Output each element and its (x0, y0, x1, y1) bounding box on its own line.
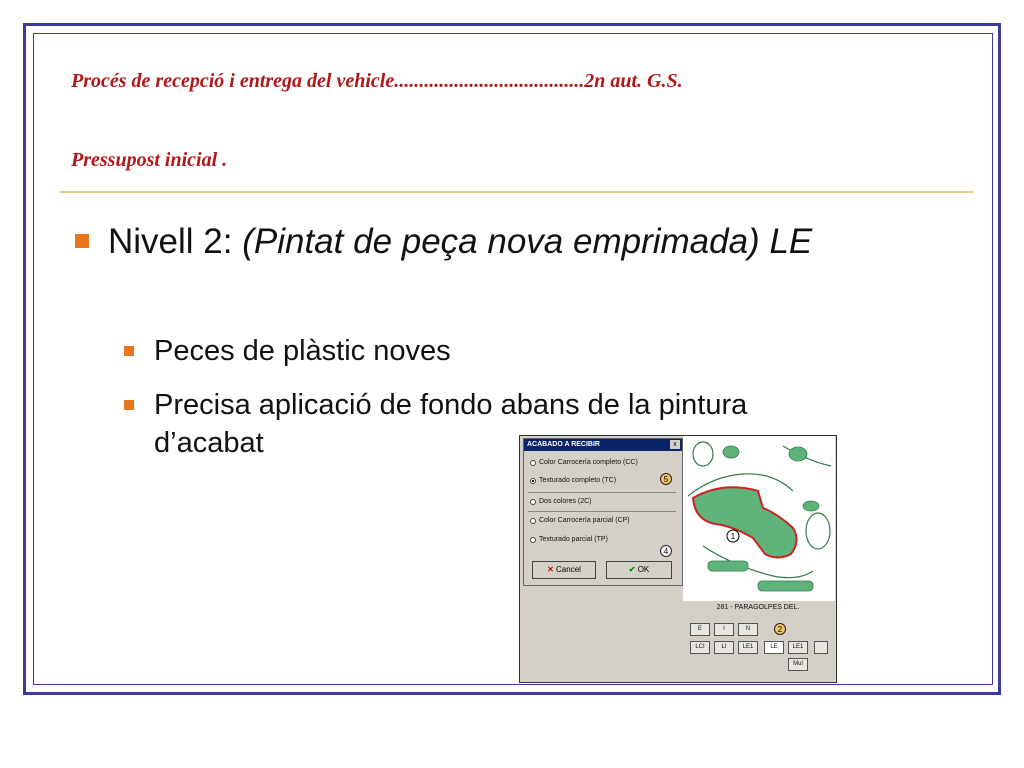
bullet-item-continuation: d’acabat (154, 427, 264, 459)
option-label: Texturado completo (TC) (539, 477, 617, 484)
car-component (789, 447, 807, 461)
callout-number: 4 (660, 545, 672, 557)
level-prefix: Nivell 2: (108, 222, 243, 261)
code-button[interactable]: LCI (690, 641, 710, 654)
bullet-square-icon (75, 234, 89, 248)
check-icon: ✔ (628, 565, 636, 574)
radio-icon (530, 537, 536, 543)
option-radio[interactable] (530, 498, 592, 505)
car-outline (806, 513, 830, 549)
bullet-square-icon (124, 346, 134, 356)
option-label: Texturado parcial (TP) (539, 536, 608, 543)
x-icon: ✕ (547, 565, 554, 574)
title-divider (60, 191, 973, 193)
code-button[interactable]: LE1 (738, 641, 758, 654)
slide-title: Procés de recepció i entrega del vehicle......................................2n aut. G.S. (71, 70, 683, 92)
option-label: Dos colores (2C) (539, 498, 592, 505)
level-description: (Pintat de peça nova emprimada) LE (242, 222, 813, 261)
bumper-part[interactable] (693, 487, 797, 557)
option-radio[interactable] (530, 536, 608, 543)
dialog-title: ACABADO A RECIBIR (524, 439, 682, 451)
option-label: Color Carrocería parcial (CP) (539, 517, 630, 524)
code-button[interactable]: I (714, 623, 734, 636)
car-component (758, 581, 813, 591)
ok-button[interactable] (606, 561, 672, 579)
radio-icon (530, 460, 536, 466)
finish-dialog (523, 438, 683, 586)
option-radio[interactable] (530, 517, 630, 524)
callout-number: 1 (730, 532, 736, 541)
bullet-square-icon (124, 400, 134, 410)
slide-subtitle: Pressupost inicial . (71, 149, 228, 171)
car-component (803, 501, 819, 511)
option-radio[interactable] (530, 459, 638, 466)
bullet-item: Peces de plàstic noves (154, 335, 451, 367)
level-heading (108, 219, 968, 265)
car-outline (693, 442, 713, 466)
code-button-selected[interactable]: LE (764, 641, 784, 654)
callout-number: 2 (774, 623, 786, 635)
code-button[interactable]: Mul (788, 658, 808, 671)
code-button-blank[interactable] (814, 641, 828, 654)
radio-icon (530, 499, 536, 505)
code-button[interactable]: LE1 (788, 641, 808, 654)
option-label: Color Carrocería completo (CC) (539, 459, 638, 466)
bumper-diagram (683, 436, 835, 601)
code-button[interactable]: LI (714, 641, 734, 654)
code-button[interactable]: N (738, 623, 758, 636)
ok-label: OK (637, 565, 650, 574)
radio-icon (530, 518, 536, 524)
option-radio[interactable] (530, 477, 616, 484)
bullet-item: Precisa aplicació de fondo abans de la pintura (154, 389, 748, 421)
cancel-button[interactable] (532, 561, 596, 579)
part-label: 281 - PARAGOLPES DEL. (716, 604, 800, 611)
radio-selected-icon (530, 478, 536, 484)
code-button[interactable]: E (690, 623, 710, 636)
callout-number: 5 (660, 473, 672, 485)
car-component (708, 561, 748, 571)
car-component (723, 446, 739, 458)
cancel-label: Cancel (556, 565, 581, 574)
divider (528, 511, 676, 512)
dialog-close-button[interactable]: x (670, 440, 680, 449)
embedded-screenshot (519, 435, 837, 683)
divider (528, 492, 676, 493)
